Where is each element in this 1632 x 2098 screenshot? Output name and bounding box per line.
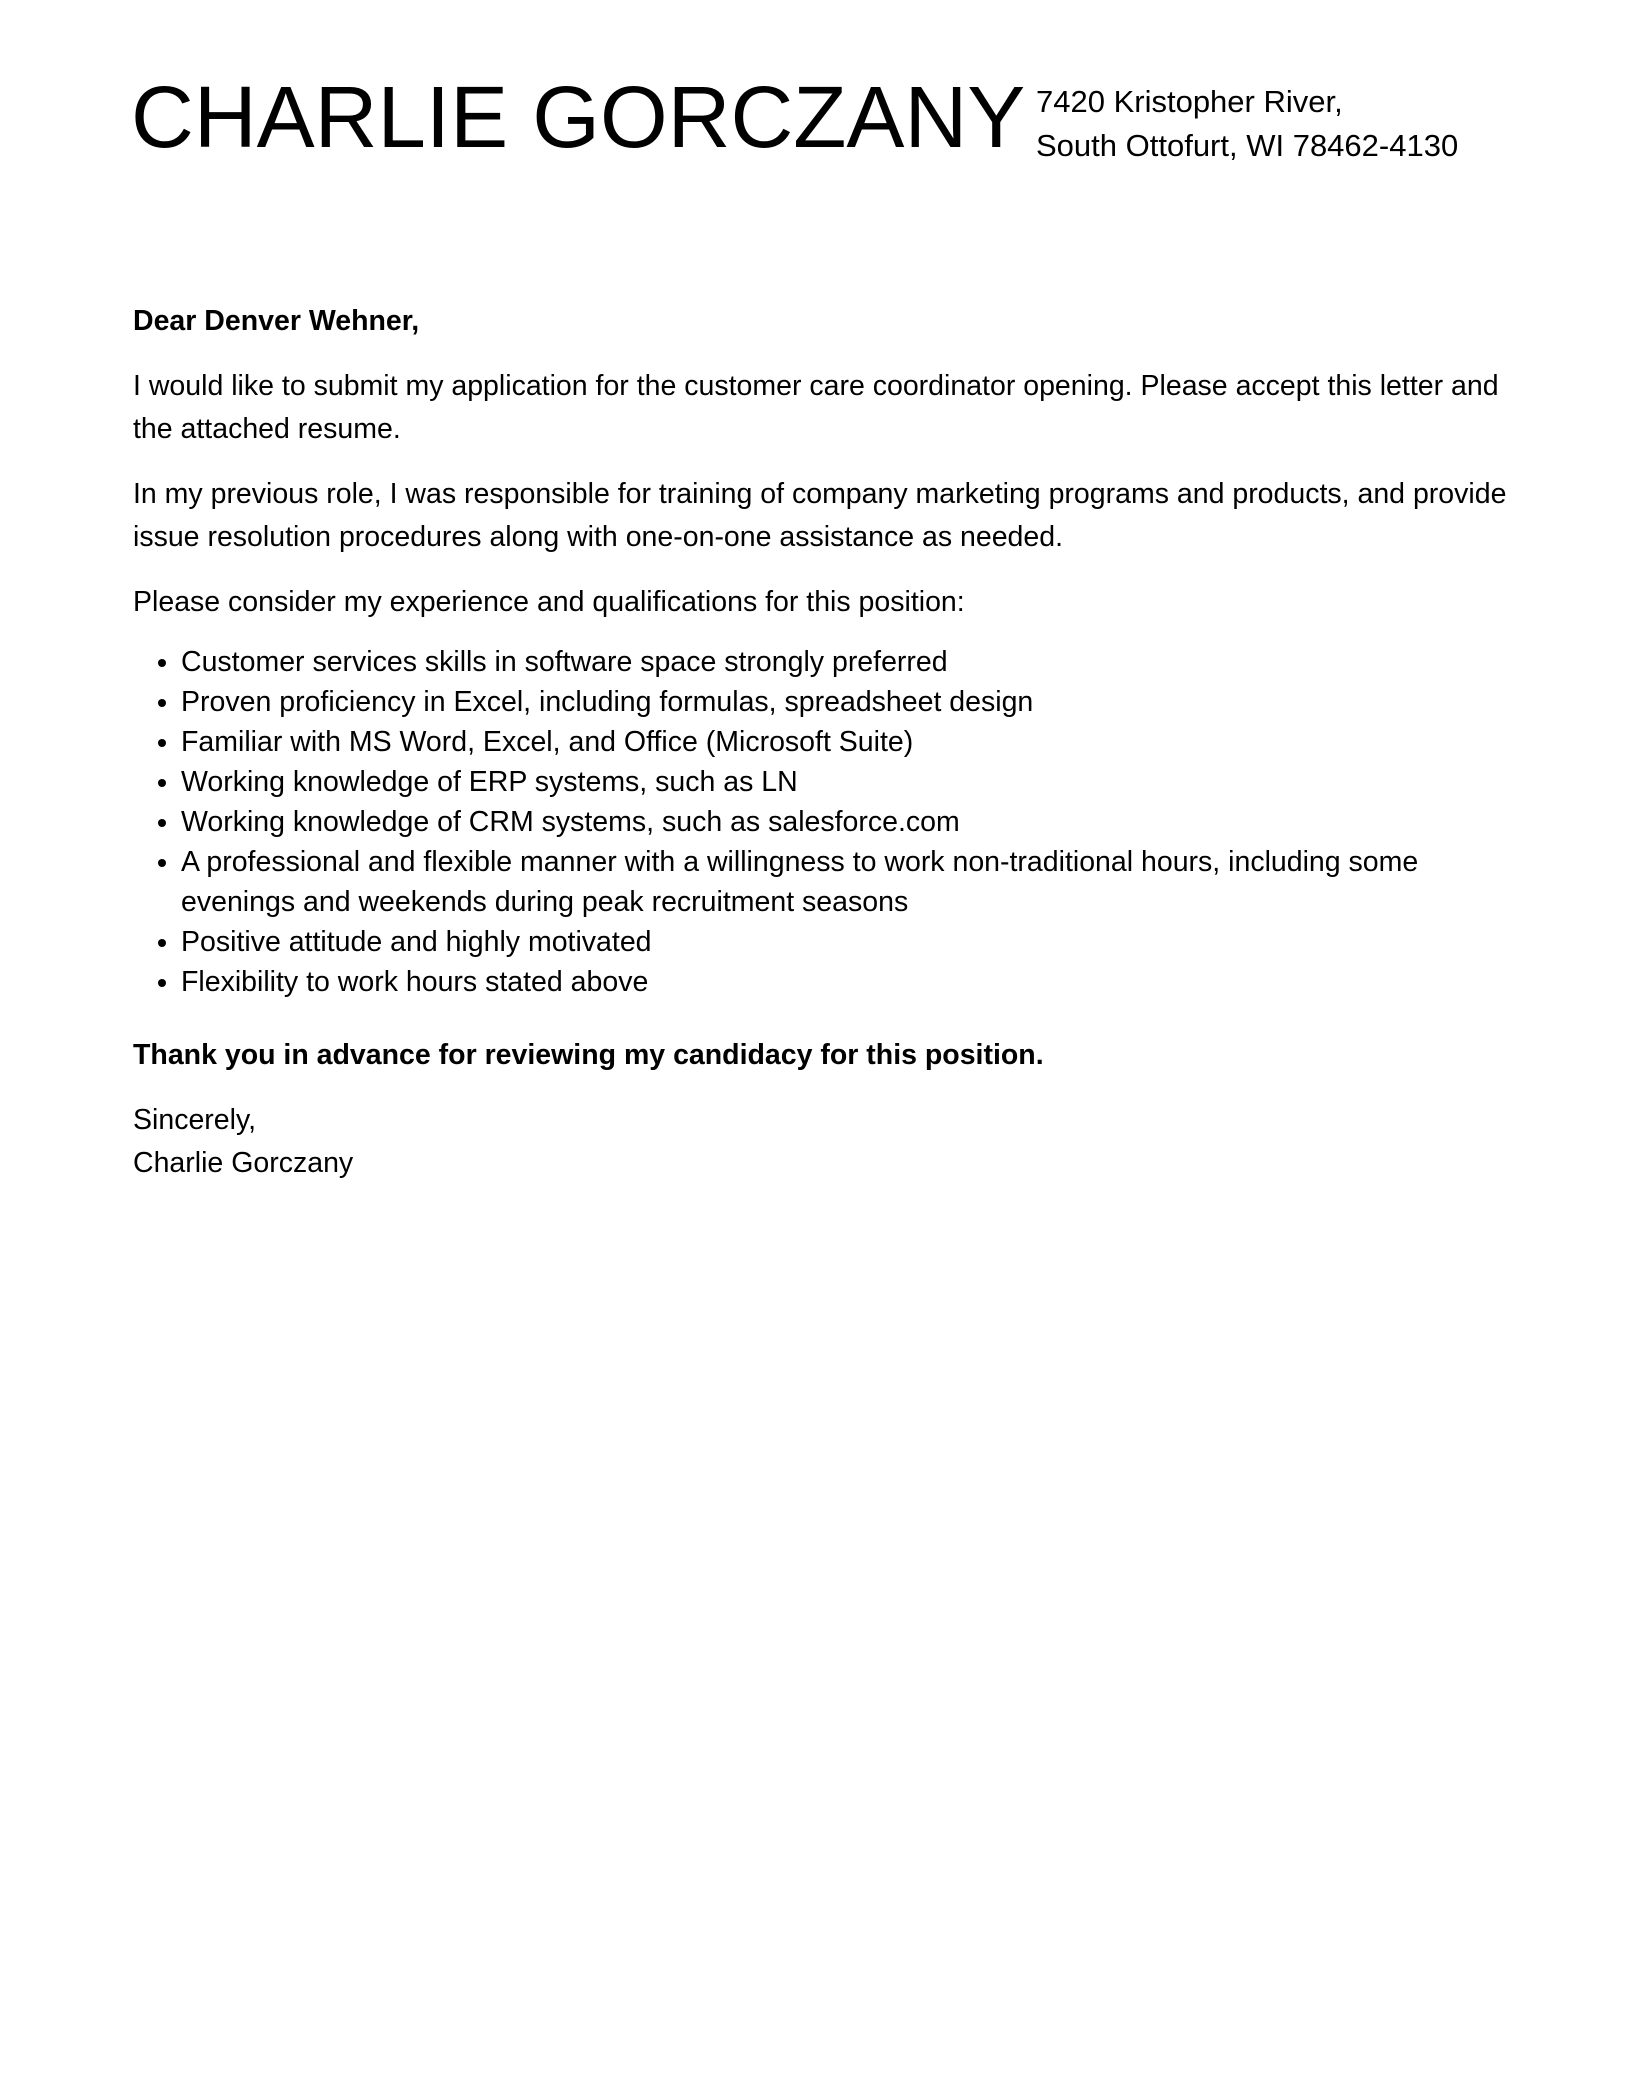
paragraph: In my previous role, I was responsible for training of company marketing programs and products, and provide issue resolution procedures along with one-on-one assistance as needed. <box>133 478 1507 553</box>
signature: Charlie Gorczany <box>133 1147 354 1179</box>
list-item: • Working knowledge of CRM systems, such as salesforce.com <box>181 802 1513 842</box>
list-item: • A professional and flexible manner with a willingness to work non-traditional hours, including some evenings and weekends during peak recruitment seasons <box>181 842 1513 922</box>
list-item: • Working knowledge of ERP systems, such as LN <box>181 762 1513 802</box>
list-item: • Flexibility to work hours stated above <box>181 962 1513 1002</box>
qualifications-list <box>133 642 1513 1002</box>
thanks-line: Thank you in advance for reviewing my candidacy for this position. <box>133 1039 1044 1071</box>
address-block <box>1036 80 1458 168</box>
paragraph: Please consider my experience and qualifications for this position: <box>133 586 965 618</box>
address-line-2: South Ottofurt, WI 78462-4130 <box>1036 128 1459 163</box>
applicant-name: CHARLIE GORCZANY <box>131 69 1026 166</box>
list-item: • Customer services skills in software space strongly preferred <box>181 642 1513 682</box>
paragraph: I would like to submit my application for the customer care coordinator opening. Please accept this letter and the attached resume. <box>133 370 1499 445</box>
letter-body <box>133 300 1513 1185</box>
list-item: • Proven proficiency in Excel, including formulas, spreadsheet design <box>181 682 1513 722</box>
address-line-1: 7420 Kristopher River, <box>1036 84 1343 119</box>
list-item: • Familiar with MS Word, Excel, and Office (Microsoft Suite) <box>181 722 1513 762</box>
closing: Sincerely, <box>133 1104 257 1136</box>
greeting: Dear Denver Wehner, <box>133 305 420 337</box>
list-item: • Positive attitude and highly motivated <box>181 922 1513 962</box>
